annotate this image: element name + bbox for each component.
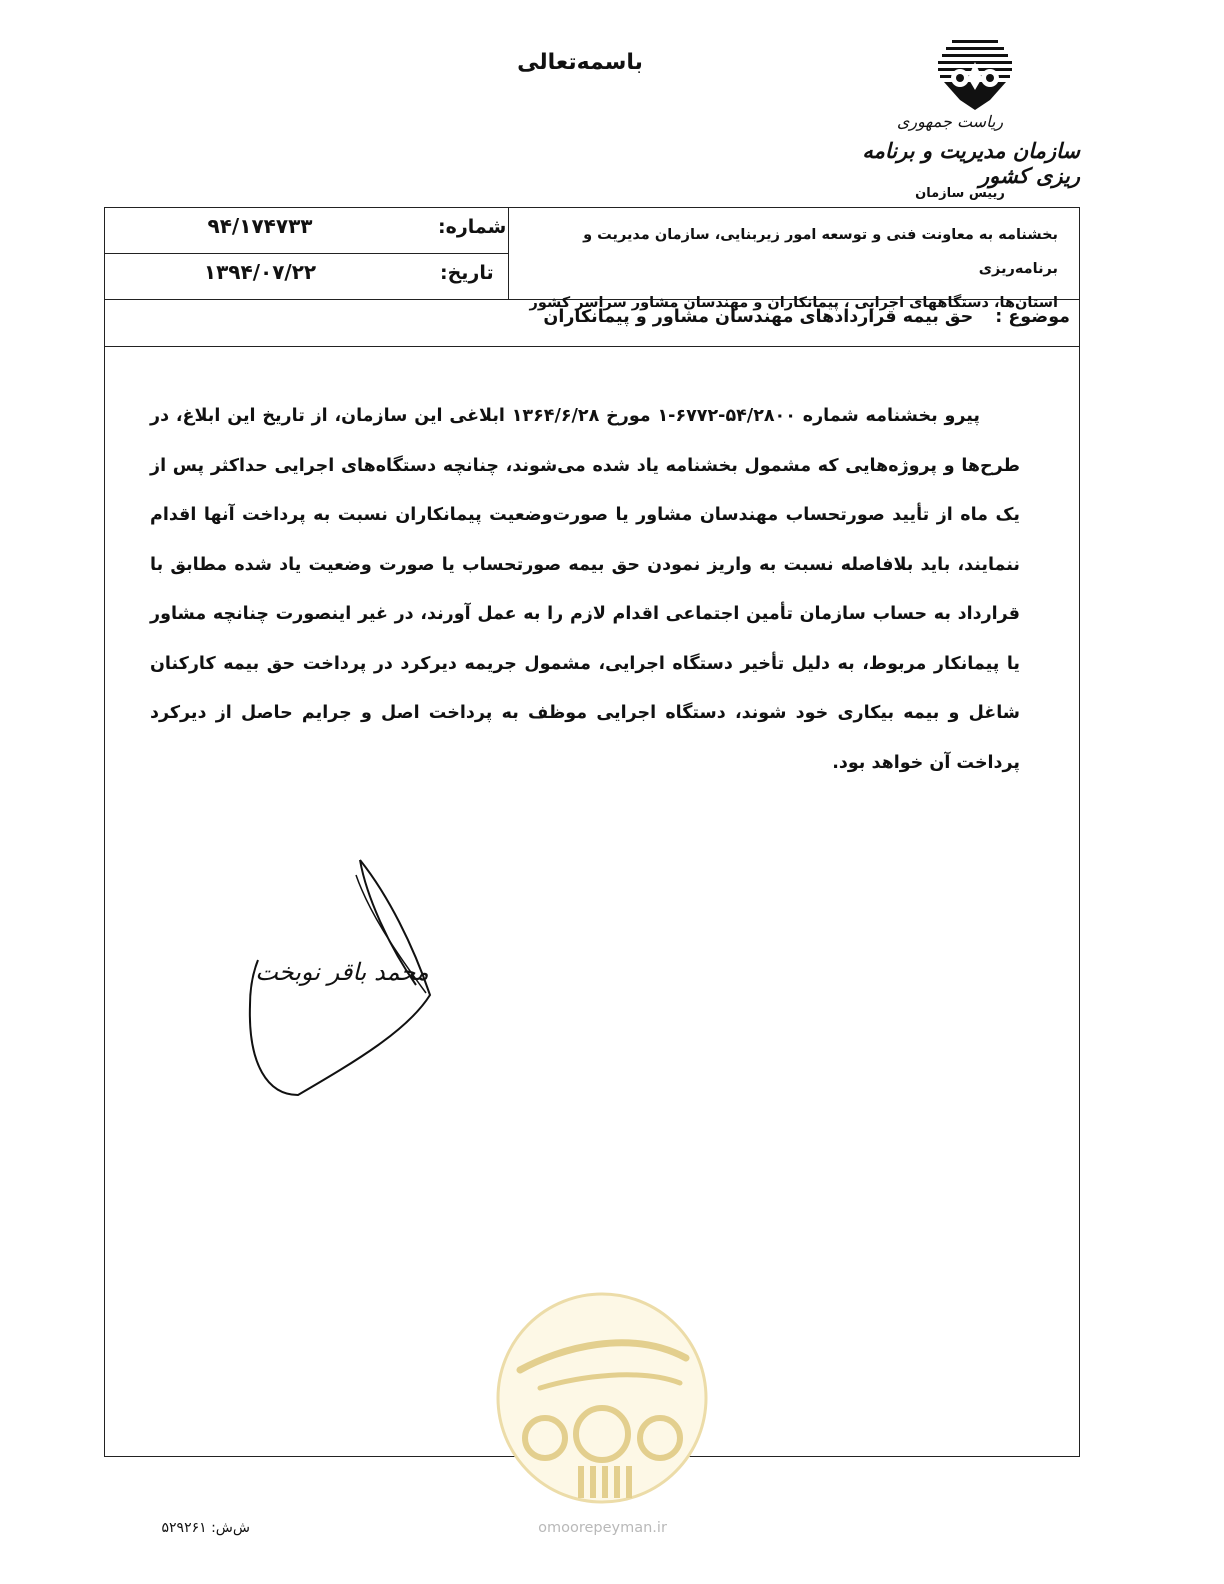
subject-line [120,307,1070,327]
recipients-line: استان‌ها، دستگاههای اجرایی ، پیمانکاران و مهندسان مشاور سراسر کشور [529,295,1058,311]
state-emblem-icon [930,38,1020,116]
invocation-heading: باسمه‌تعالی [517,50,643,75]
org-name: سازمان مدیریت و برنامه ریزی کشور [862,138,1080,188]
org-head-title: رییس سازمان [915,186,1005,201]
recipients-block [512,218,1058,320]
date-value: ۱۳۹۴/۰۷/۲۲ [203,260,317,284]
registration-number: ش‌ش: ۵۲۹۲۶۱ [161,1520,250,1536]
recipients-line: بخشنامه به معاونت فنی و توسعه امور زیربنایی، سازمان مدیریت و برنامه‌ریزی [583,227,1058,277]
watermark-logo-icon [490,1288,715,1508]
org-presidency-label: ریاست جمهوری [896,112,1004,131]
number-label: شماره: [438,216,507,238]
watermark-site-url[interactable]: omoorepeyman.ir [538,1520,667,1536]
divider [104,346,1080,347]
letter-body: پیرو بخشنامه شماره ۵۴/۲۸۰۰-۶۷۷۲-۱ مورخ ۱۳۶۴/۶/۲۸ ابلاغی این سازمان، از تاریخ این ابلاغ، در طرح‌ها و پروژه‌هایی که مشمول بخشنامه یاد شده می‌شوند، چنانچه دستگاه‌های اجرایی حداکثر پس از یک ماه از تأیید صورتحساب مهندسان مشاور یا صورت‌وضعیت پیمانکاران نسبت به پرداخت آنها اقدام ننمایند، باید بلافاصله نسبت به واریز نمودن حق بیمه صورتحساب یا صورت وضعیت یاد شده مطابق با قرارداد به حساب سازمان تأمین اجتماعی اقدام لازم را به عمل آورند، در غیر اینصورت چنانچه مشاور یا پیمانکار مربوط، به دلیل تأخیر دستگاه اجرایی، مشمول جریمه دیرکرد در پرداخت حق بیمه کارکنان شاغل و بیمه بیکاری خود شوند، دستگاه اجرایی موظف به پرداخت اصل و جرایم حاصل از دیرکرد پرداخت آن خواهد بود. [150,406,1020,773]
divider [508,207,509,299]
number-value: ۹۴/۱۷۴۷۳۳ [207,214,313,238]
subject-text: حق بیمه قراردادهای مهندسان مشاور و پیمانکاران [543,307,974,327]
date-label: تاریخ: [440,262,494,284]
subject-label: موضوع : [995,307,1070,327]
divider [104,253,508,254]
signatory-name: محمد باقر نوبخت [255,958,429,986]
